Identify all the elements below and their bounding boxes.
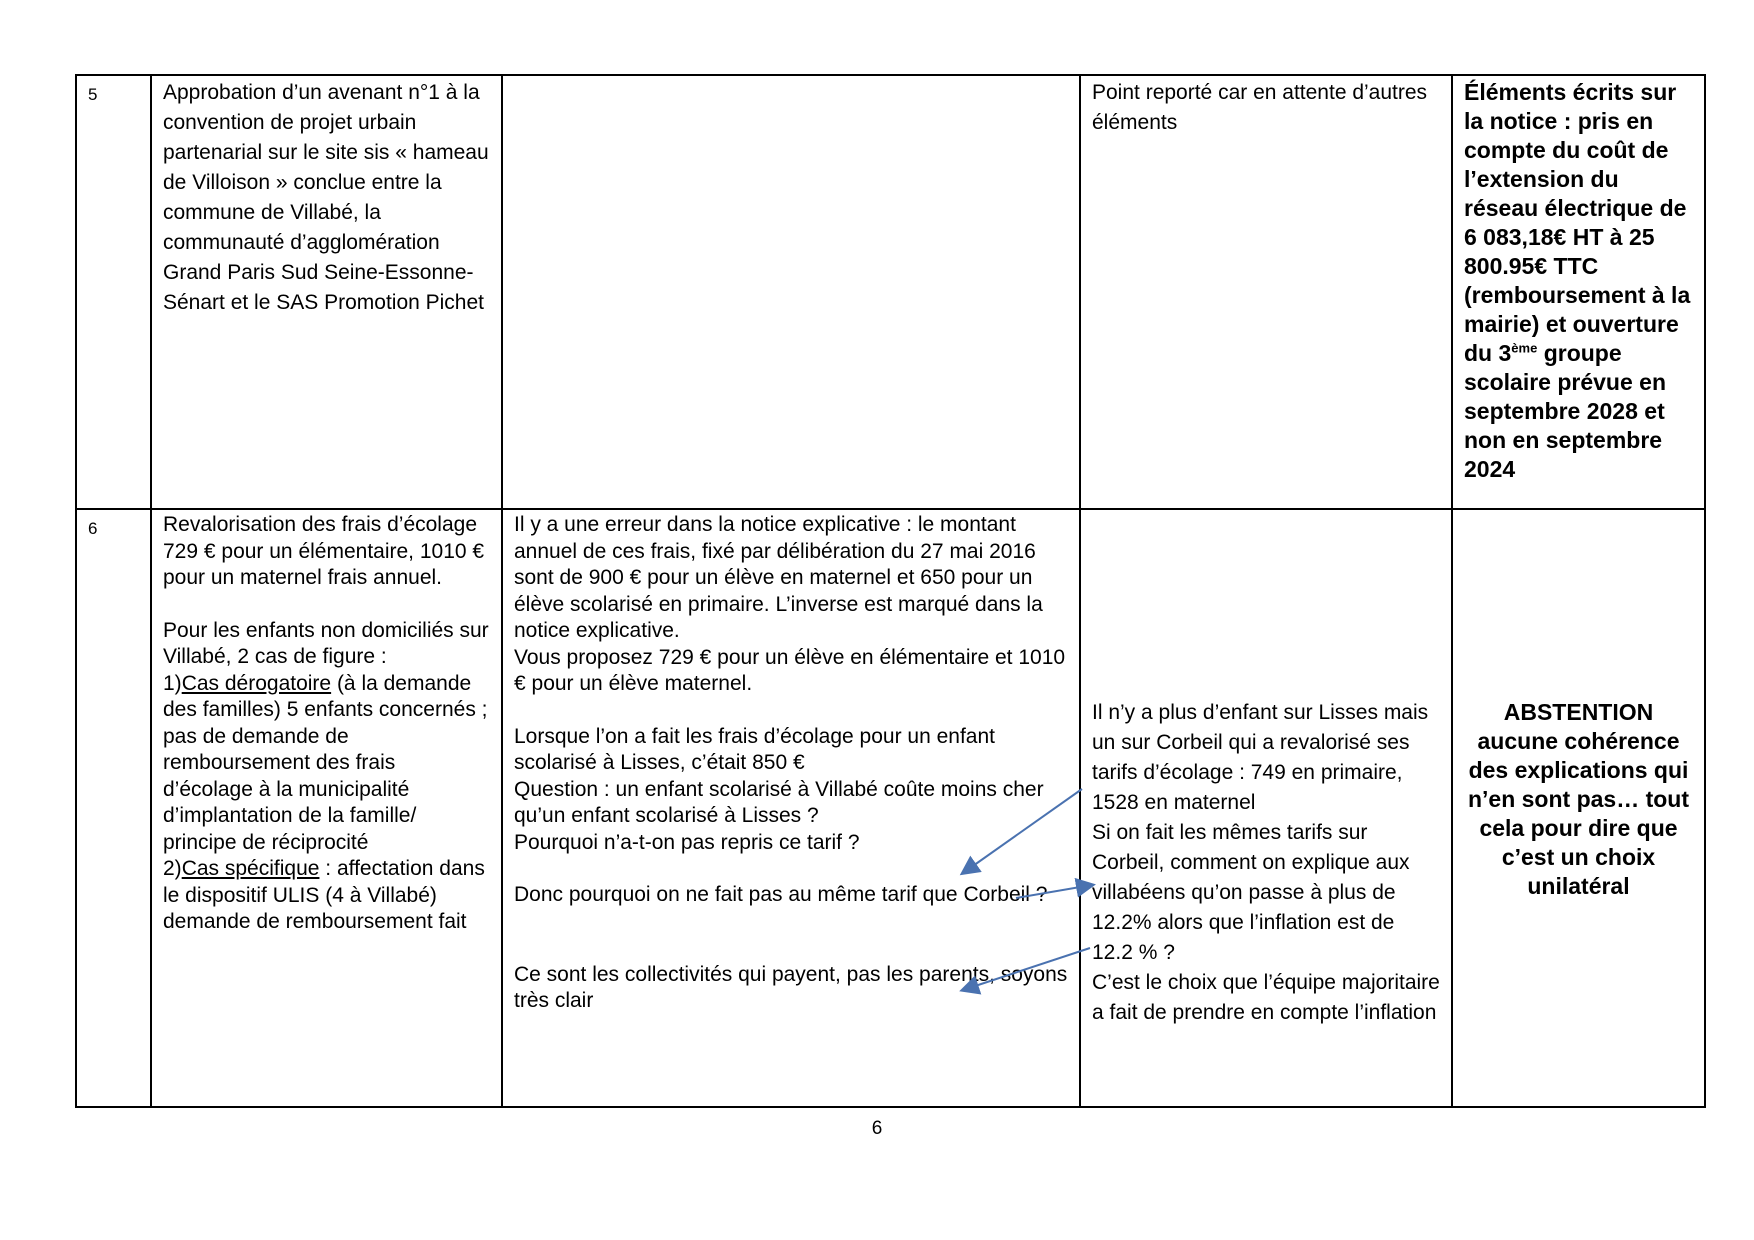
row-number: 6 bbox=[88, 519, 98, 538]
vote-title: ABSTENTION bbox=[1503, 699, 1654, 725]
arrow-to-answer bbox=[1016, 885, 1092, 898]
page-number: 6 bbox=[871, 1118, 883, 1139]
vote-comment: aucune cohérence des explications qui n’en sont pas… tout cela pour dire que c’est un choix unilatéral bbox=[1467, 728, 1690, 899]
arrow-to-last-question bbox=[963, 948, 1090, 990]
row-number: 5 bbox=[88, 85, 98, 104]
subject-text: Approbation d’un avenant n°1 à la convention de projet urbain partenarial sur le site sis « hameau de Villoison » conclue entre la commune de Villabé, la communauté d’agglomération Grand Paris Sud Seine-Essonne-Sénart et le SAS Promotion Pichet bbox=[163, 81, 489, 314]
answer-text: Il n’y a plus d’enfant sur Lisses mais un sur Corbeil qui a revalorisé ses tarifs d’écolage : 749 en primaire, 1528 en maternel Si on fait les mêmes tarifs sur Corbeil, comment on explique aux villabéens qu’on passe à plus de 12.2% alors que l’inflation est de 12.2 % ? C’est le choix que l’équipe majoritaire a fait de prendre en compte l’inflation bbox=[1092, 701, 1440, 1024]
subject-text: Revalorisation des frais d’écolage 729 € pour un élémentaire, 1010 € pour un maternel frais annuel. Pour les enfants non domiciliés sur Villabé, 2 cas de figure : 1)Cas dérogatoire (à la demande des familles) 5 enfants concernés ; pas de demande de remboursement des frais d’écolage à la municipalité d’implantation de la famille/ principe de réciprocité 2)Cas spécifique : affectation dans le dispositif ULIS (4 à Villabé) demande de remboursement fait bbox=[163, 513, 489, 933]
arrow-to-question bbox=[963, 789, 1082, 873]
answer-text: Point reporté car en attente d’autres éléments bbox=[1092, 81, 1428, 134]
vote-text: Éléments écrits sur la notice : pris en compte du coût de l’extension du réseau électrique de 6 083,18€ HT à 25 800.95€ TTC (remboursement à la mairie) et ouverture du 3ème groupe scolaire prévue en septembre 2028 et non en septembre 2024 bbox=[1464, 79, 1691, 482]
question-text: Il y a une erreur dans la notice explicative : le montant annuel de ces frais, fixé par délibération du 27 mai 2016 sont de 900 € pour un élève en maternel et 650 pour un élève scolarisé en primaire. L’inverse est marqué dans la notice explicative. Vous proposez 729 € pour un élève en élémentaire et 1010 € pour un élève maternel. Lorsque l’on a fait les frais d’écolage pour un enfant scolarisé à Lisses, c’était 850 € Question : un enfant scolarisé à Villabé coûte moins cher qu’un enfant scolarisé à Lisses ? Pourquoi n’a-t-on pas repris ce tarif ? Donc pourquoi on ne fait pas au même tarif que Corbeil ? Ce sont les collectivités qui payent, pas les parents, soyons très clair bbox=[514, 513, 1068, 1012]
